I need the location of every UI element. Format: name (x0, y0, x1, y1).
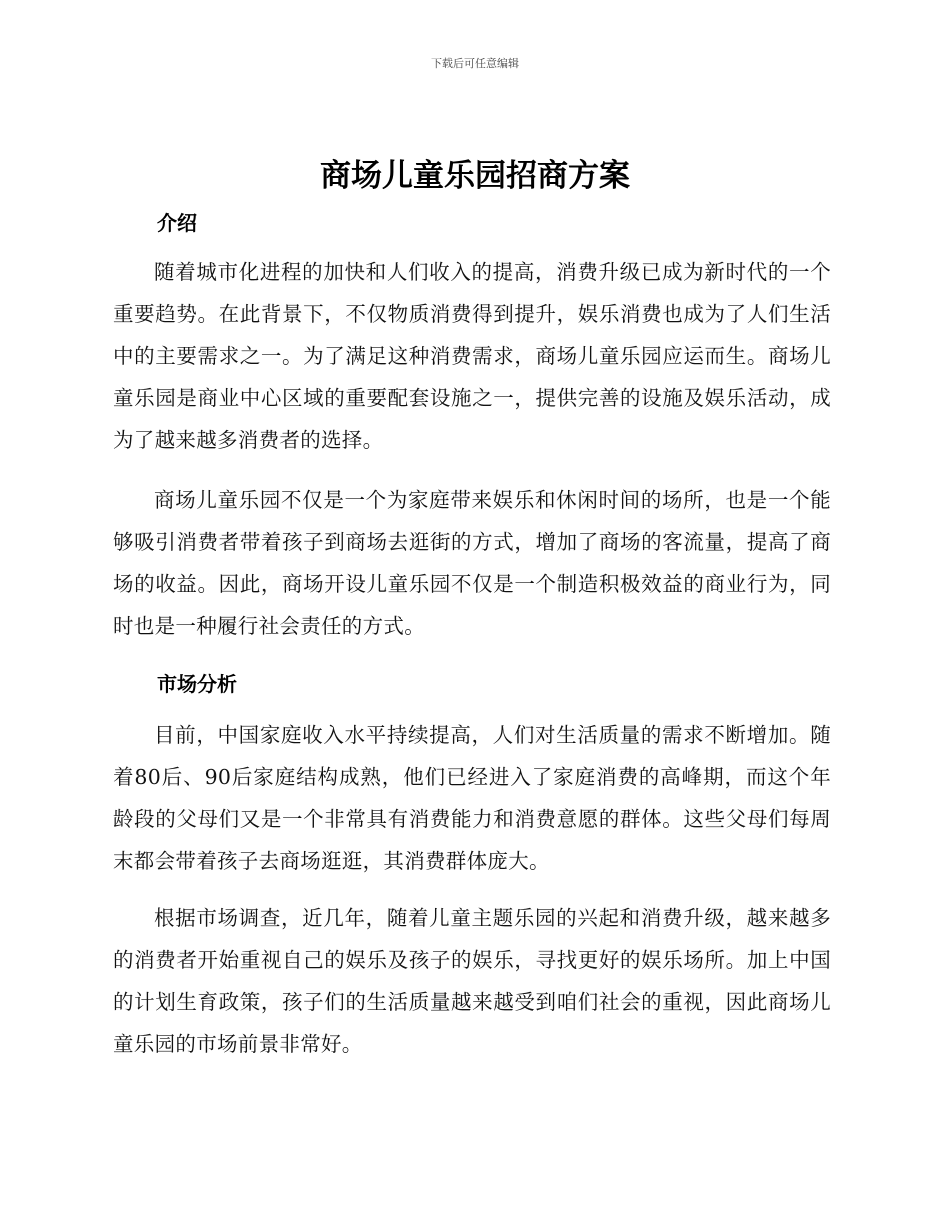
section-heading-intro: 介绍 (157, 211, 197, 235)
paragraph-intro-2: 商场儿童乐园不仅是一个为家庭带来娱乐和休闲时间的场所，也是一个能够吸引消费者带着孩子到商场去逛街的方式，增加了商场的客流量，提高了商场的收益。因此，商场开设儿童乐园不仅是一个制造积极效益的商业行为，同时也是一种履行社会责任的方式。 (113, 488, 831, 638)
paragraph-intro-1: 随着城市化进程的加快和人们收入的提高，消费升级已成为新时代的一个重要趋势。在此背景下，不仅物质消费得到提升，娱乐消费也成为了人们生活中的主要需求之一。为了满足这种消费需求，商场儿童乐园应运而生。商场儿童乐园是商业中心区域的重要配套设施之一，提供完善的设施及娱乐活动，成为了越来越多消费者的选择。 (113, 260, 831, 452)
paragraph-market-2: 根据市场调查，近几年，随着儿童主题乐园的兴起和消费升级，越来越多的消费者开始重视自己的娱乐及孩子的娱乐，寻找更好的娱乐场所。加上中国的计划生育政策，孩子们的生活质量越来越受到咱们社会的重视，因此商场儿童乐园的市场前景非常好。 (113, 906, 831, 1056)
header-note: 下载后可任意编辑 (431, 57, 519, 70)
section-heading-market: 市场分析 (157, 672, 237, 696)
paragraph-market-1: 目前，中国家庭收入水平持续提高，人们对生活质量的需求不断增加。随着80后、90后家庭结构成熟，他们已经进入了家庭消费的高峰期，而这个年龄段的父母们又是一个非常具有消费能力和消费意愿的群体。这些父母们每周末都会带着孩子去商场逛逛，其消费群体庞大。 (113, 723, 831, 873)
document-title: 商场儿童乐园招商方案 (320, 158, 630, 194)
